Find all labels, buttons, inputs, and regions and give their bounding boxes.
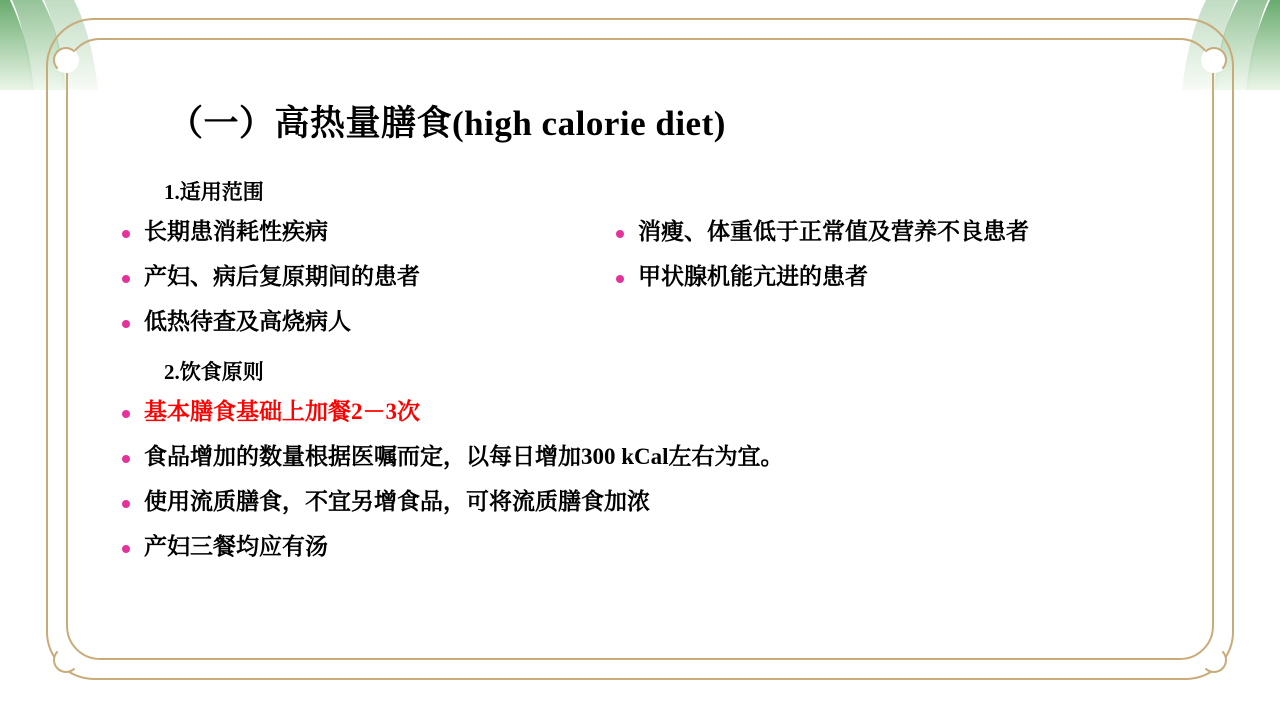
list-item: 低热待查及高烧病人 (110, 308, 580, 337)
list-item: 产妇、病后复原期间的患者 (110, 263, 580, 292)
scope-list-right (604, 218, 1104, 292)
scope-two-column-block (110, 218, 1190, 352)
scope-list-left (110, 218, 580, 336)
page-title: （一）高热量膳食(high calorie diet) (168, 104, 726, 143)
scope-column-right (604, 218, 1104, 308)
frame-corner-notch-top-left (53, 47, 79, 73)
frame-corner-notch-top-right (1201, 47, 1227, 73)
scope-column-left (110, 218, 580, 352)
principles-list (110, 398, 1190, 561)
list-item: 消瘦、体重低于正常值及营养不良患者 (604, 218, 1104, 247)
list-item: 基本膳食基础上加餐2－3次 (110, 398, 1190, 427)
slide-content (110, 96, 1190, 616)
list-item: 食品增加的数量根据医嘱而定，以每日增加300 kCal左右为宜。 (110, 443, 1190, 472)
list-item: 甲状腺机能亢进的患者 (604, 263, 1104, 292)
frame-corner-notch-bottom-right (1201, 647, 1227, 673)
frame-corner-notch-bottom-left (53, 647, 79, 673)
list-item: 产妇三餐均应有汤 (110, 533, 1190, 562)
list-item: 长期患消耗性疾病 (110, 218, 580, 247)
section-label-principles: 2.饮食原则 (164, 360, 264, 385)
list-item: 使用流质膳食，不宜另增食品，可将流质膳食加浓 (110, 488, 1190, 517)
section-label-scope: 1.适用范围 (164, 180, 264, 204)
